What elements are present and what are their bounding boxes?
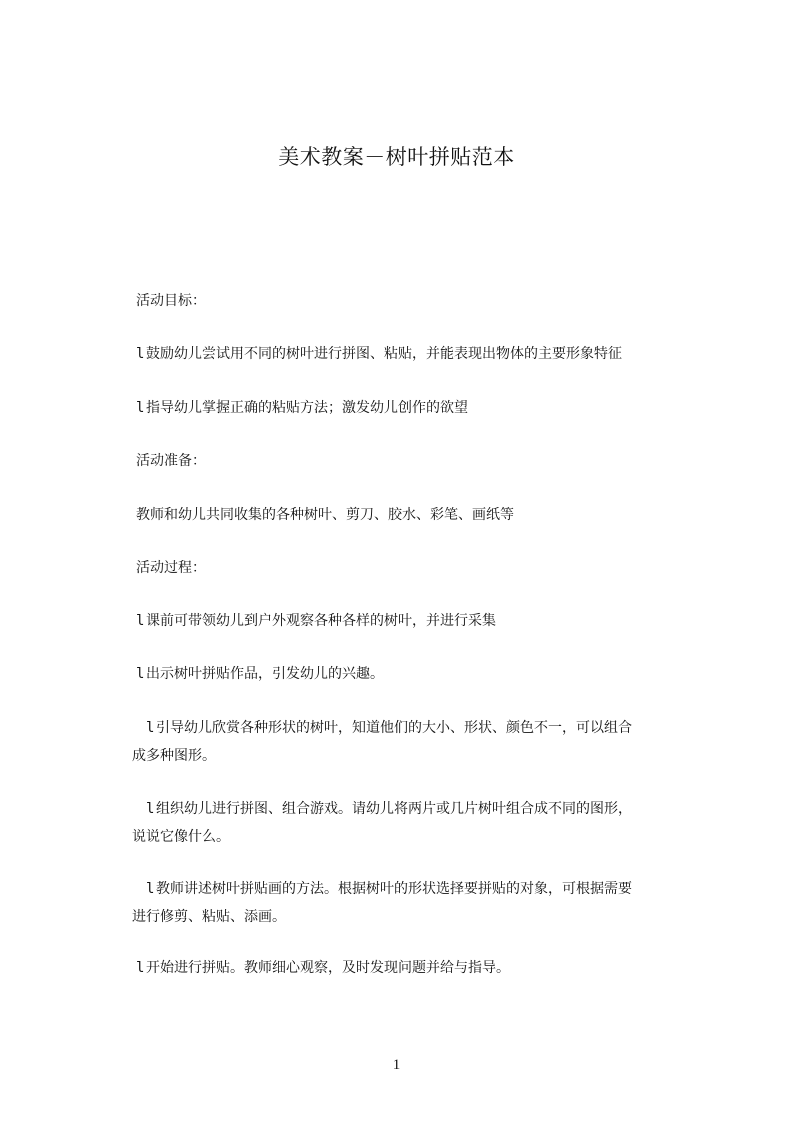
process-step-1-text: 课前可带领幼儿到户外观察各种各样的树叶，并进行采集 — [146, 613, 496, 629]
process-heading: 活动过程： — [136, 560, 206, 576]
process-step-5-line1: 教师讲述树叶拼贴画的方法。根据树叶的形状选择要拼贴的对象，可根据需要 — [156, 881, 632, 897]
prep-text: 教师和幼儿共同收集的各种树叶、剪刀、胶水、彩笔、画纸等 — [136, 507, 514, 523]
process-step-2-text: 出示树叶拼贴作品，引发幼儿的兴趣。 — [146, 666, 384, 682]
bullet-marker: l — [136, 346, 145, 362]
process-step-6 — [136, 959, 510, 977]
goal-heading: 活动目标： — [136, 293, 206, 309]
process-step-5 — [132, 875, 708, 931]
process-step-5-line2: 进行修剪、粘贴、添画。 — [132, 909, 286, 925]
goal-item-2-text: 指导幼儿掌握正确的粘贴方法；激发幼儿创作的欲望 — [146, 400, 468, 416]
process-step-4-line1: 组织幼儿进行拼图、组合游戏。请幼儿将两片或几片树叶组合成不同的图形， — [156, 801, 632, 817]
bullet-marker: l — [146, 801, 155, 817]
goal-item-1-text: 鼓励幼儿尝试用不同的树叶进行拼图、粘贴，并能表现出物体的主要形象特征 — [146, 346, 622, 362]
process-step-3-line2: 成多种图形。 — [132, 748, 216, 764]
prep-heading: 活动准备： — [136, 453, 206, 469]
document-title: 美术教案－树叶拼贴范本 — [278, 145, 515, 169]
goal-item-1 — [136, 345, 622, 363]
bullet-marker: l — [136, 400, 145, 416]
process-step-6-text: 开始进行拼贴。教师细心观察，及时发现问题并给与指导。 — [146, 960, 510, 976]
process-step-3 — [132, 714, 708, 770]
goal-item-2 — [136, 399, 468, 417]
process-step-3-line1: 引导幼儿欣赏各种形状的树叶，知道他们的大小、形状、颜色不一，可以组合 — [156, 720, 632, 736]
process-step-1 — [136, 612, 496, 630]
page-number: 1 — [392, 1057, 401, 1073]
bullet-marker: l — [136, 613, 145, 629]
process-step-4-line2: 说说它像什么。 — [132, 829, 230, 845]
bullet-marker: l — [146, 881, 155, 897]
process-step-4 — [132, 795, 708, 851]
bullet-marker: l — [146, 720, 155, 736]
bullet-marker: l — [136, 960, 145, 976]
process-step-2 — [136, 665, 384, 683]
bullet-marker: l — [136, 666, 145, 682]
